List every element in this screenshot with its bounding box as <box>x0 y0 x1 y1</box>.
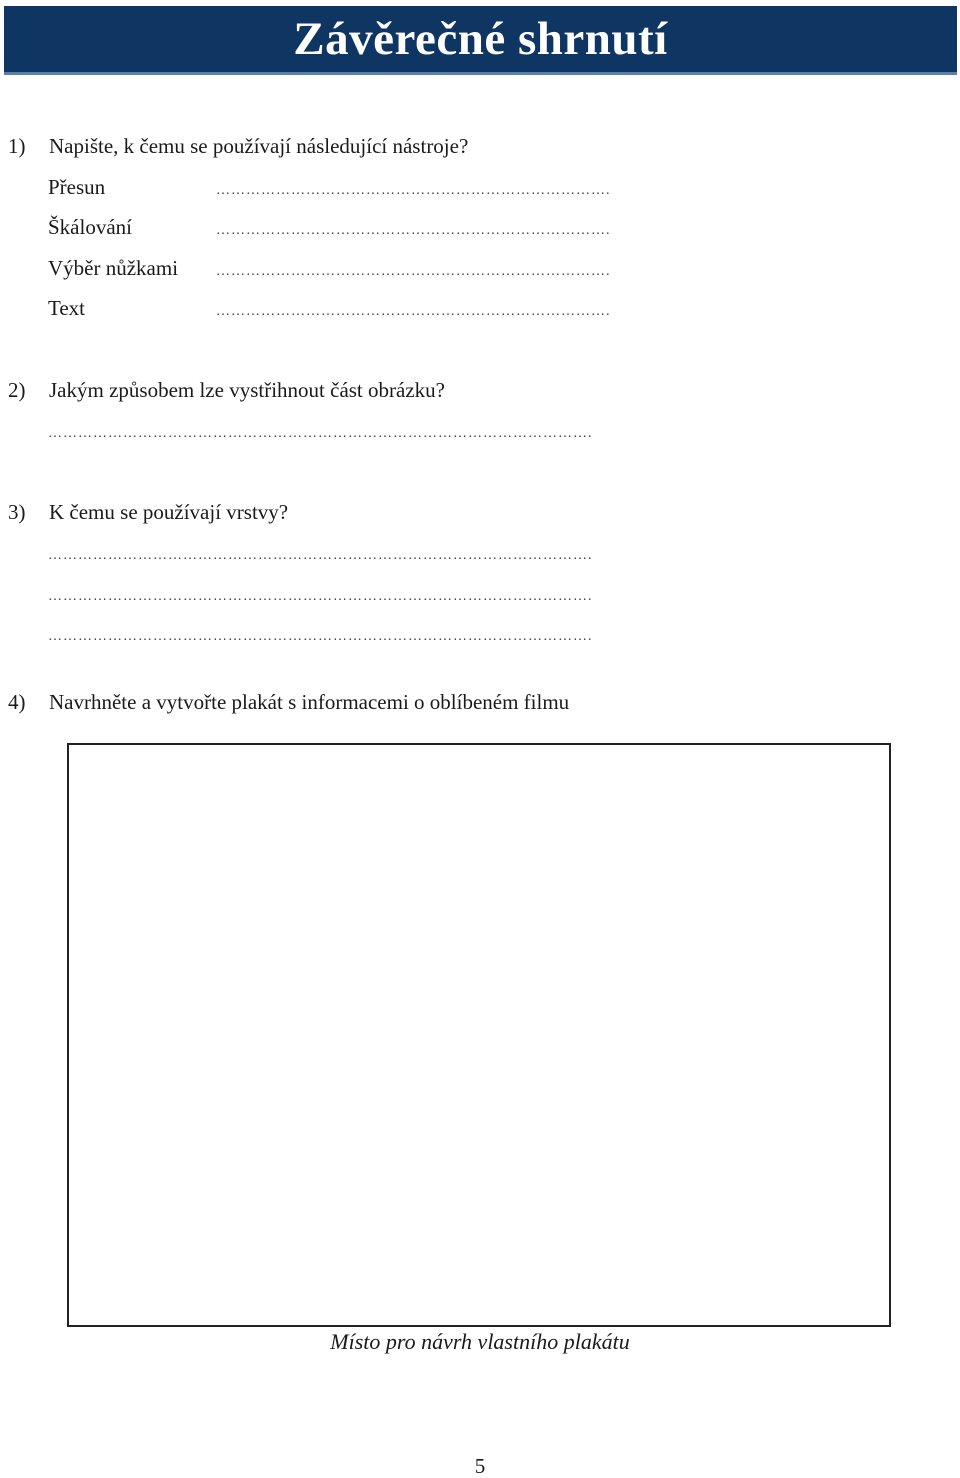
answer-line[interactable]: ………………………………………………………………………………………………. <box>48 592 593 602</box>
page-number: 5 <box>474 1454 486 1478</box>
page-title: Závěrečné shrnutí <box>293 12 668 65</box>
question-number: 2) <box>8 378 26 402</box>
tool-label-vyber-nuzkami: Výběr nůžkami <box>48 256 179 280</box>
title-banner <box>4 6 957 75</box>
answer-line[interactable]: ………………………………………………………………………………………………. <box>48 429 593 439</box>
answer-line[interactable]: ……………………………………………………………………. <box>216 267 611 277</box>
question-text: K čemu se používají vrstvy? <box>49 500 289 524</box>
question-number: 1) <box>8 134 26 158</box>
question-text: Jakým způsobem lze vystřihnout část obrázku? <box>49 378 445 402</box>
tool-label-text: Text <box>48 296 86 320</box>
question-number: 3) <box>8 500 26 524</box>
answer-line[interactable]: ………………………………………………………………………………………………. <box>48 632 593 642</box>
question-text: Napište, k čemu se používají následující nástroje? <box>49 134 469 158</box>
poster-drawing-area[interactable] <box>67 743 891 1327</box>
tool-label-presun: Přesun <box>48 175 106 199</box>
question-number: 4) <box>8 690 26 714</box>
tool-label-skalovani: Škálování <box>48 215 132 239</box>
answer-line[interactable]: ……………………………………………………………………. <box>216 226 611 236</box>
answer-line[interactable]: ……………………………………………………………………. <box>216 186 611 196</box>
answer-line[interactable]: ……………………………………………………………………. <box>216 307 611 317</box>
answer-line[interactable]: ………………………………………………………………………………………………. <box>48 551 593 561</box>
poster-caption: Místo pro návrh vlastního plakátu <box>330 1329 630 1354</box>
question-text: Navrhněte a vytvořte plakát s informacemi o oblíbeném filmu <box>49 690 570 714</box>
